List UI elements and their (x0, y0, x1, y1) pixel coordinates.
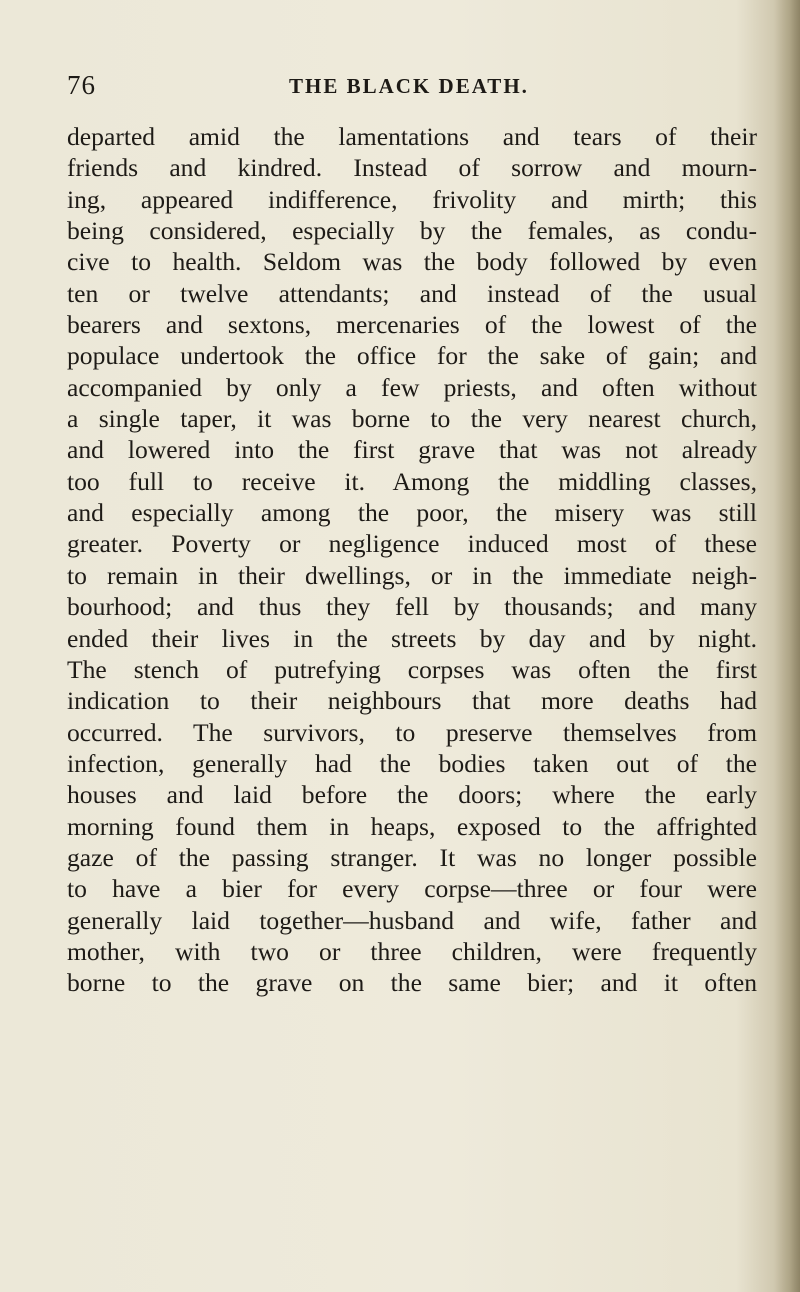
text-line: ing, appeared indifference, frivolity and mirth; this (67, 184, 757, 214)
text-line: generally laid together—husband and wife, father and (67, 905, 757, 935)
page-header (67, 68, 757, 104)
text-line: ended their lives in the streets by day and by night. (67, 623, 757, 653)
text-line: houses and laid before the doors; where the early (67, 780, 757, 810)
text-line: occurred. The survivors, to preserve themselves from (67, 717, 757, 747)
text-line: infection, generally had the bodies taken out of the (67, 748, 757, 778)
text-line: greater. Poverty or negligence induced most of these (67, 529, 757, 559)
text-line: bearers and sextons, mercenaries of the lowest of the (67, 310, 757, 340)
text-line: ten or twelve attendants; and instead of the usual (67, 278, 757, 308)
page-edge-shadow (774, 0, 800, 1292)
text-line: departed amid the lamentations and tears of their (67, 122, 757, 151)
text-line: too full to receive it. Among the middling classes, (67, 466, 757, 496)
text-line: and lowered into the first grave that was not already (67, 435, 757, 465)
text-line: The stench of putrefying corpses was often the first (67, 654, 757, 684)
page-number: 76 (67, 70, 96, 100)
text-line: morning found them in heaps, exposed to the affrighted (67, 811, 757, 841)
text-line: bourhood; and thus they fell by thousands; and many (67, 592, 757, 622)
text-line: being considered, especially by the females, as condu- (67, 216, 757, 246)
text-line: to remain in their dwellings, or in the immediate neigh- (67, 560, 757, 590)
text-line: borne to the grave on the same bier; and it often (67, 968, 757, 998)
text-line: populace undertook the office for the sake of gain; and (67, 341, 757, 371)
text-line: a single taper, it was borne to the very nearest church, (67, 404, 757, 434)
text-line: indication to their neighbours that more deaths had (67, 686, 757, 716)
text-line: cive to health. Seldom was the body followed by even (67, 247, 757, 277)
body-text (67, 121, 757, 999)
text-line: accompanied by only a few priests, and often without (67, 372, 757, 402)
running-head: THE BLACK DEATH. (289, 74, 529, 98)
text-line: gaze of the passing stranger. It was no longer possible (67, 842, 757, 872)
text-line: and especially among the poor, the misery was still (67, 498, 757, 528)
text-line: mother, with two or three children, were frequently (67, 936, 757, 966)
text-line: to have a bier for every corpse—three or four were (67, 874, 757, 904)
text-line: friends and kindred. Instead of sorrow and mourn- (67, 153, 757, 183)
